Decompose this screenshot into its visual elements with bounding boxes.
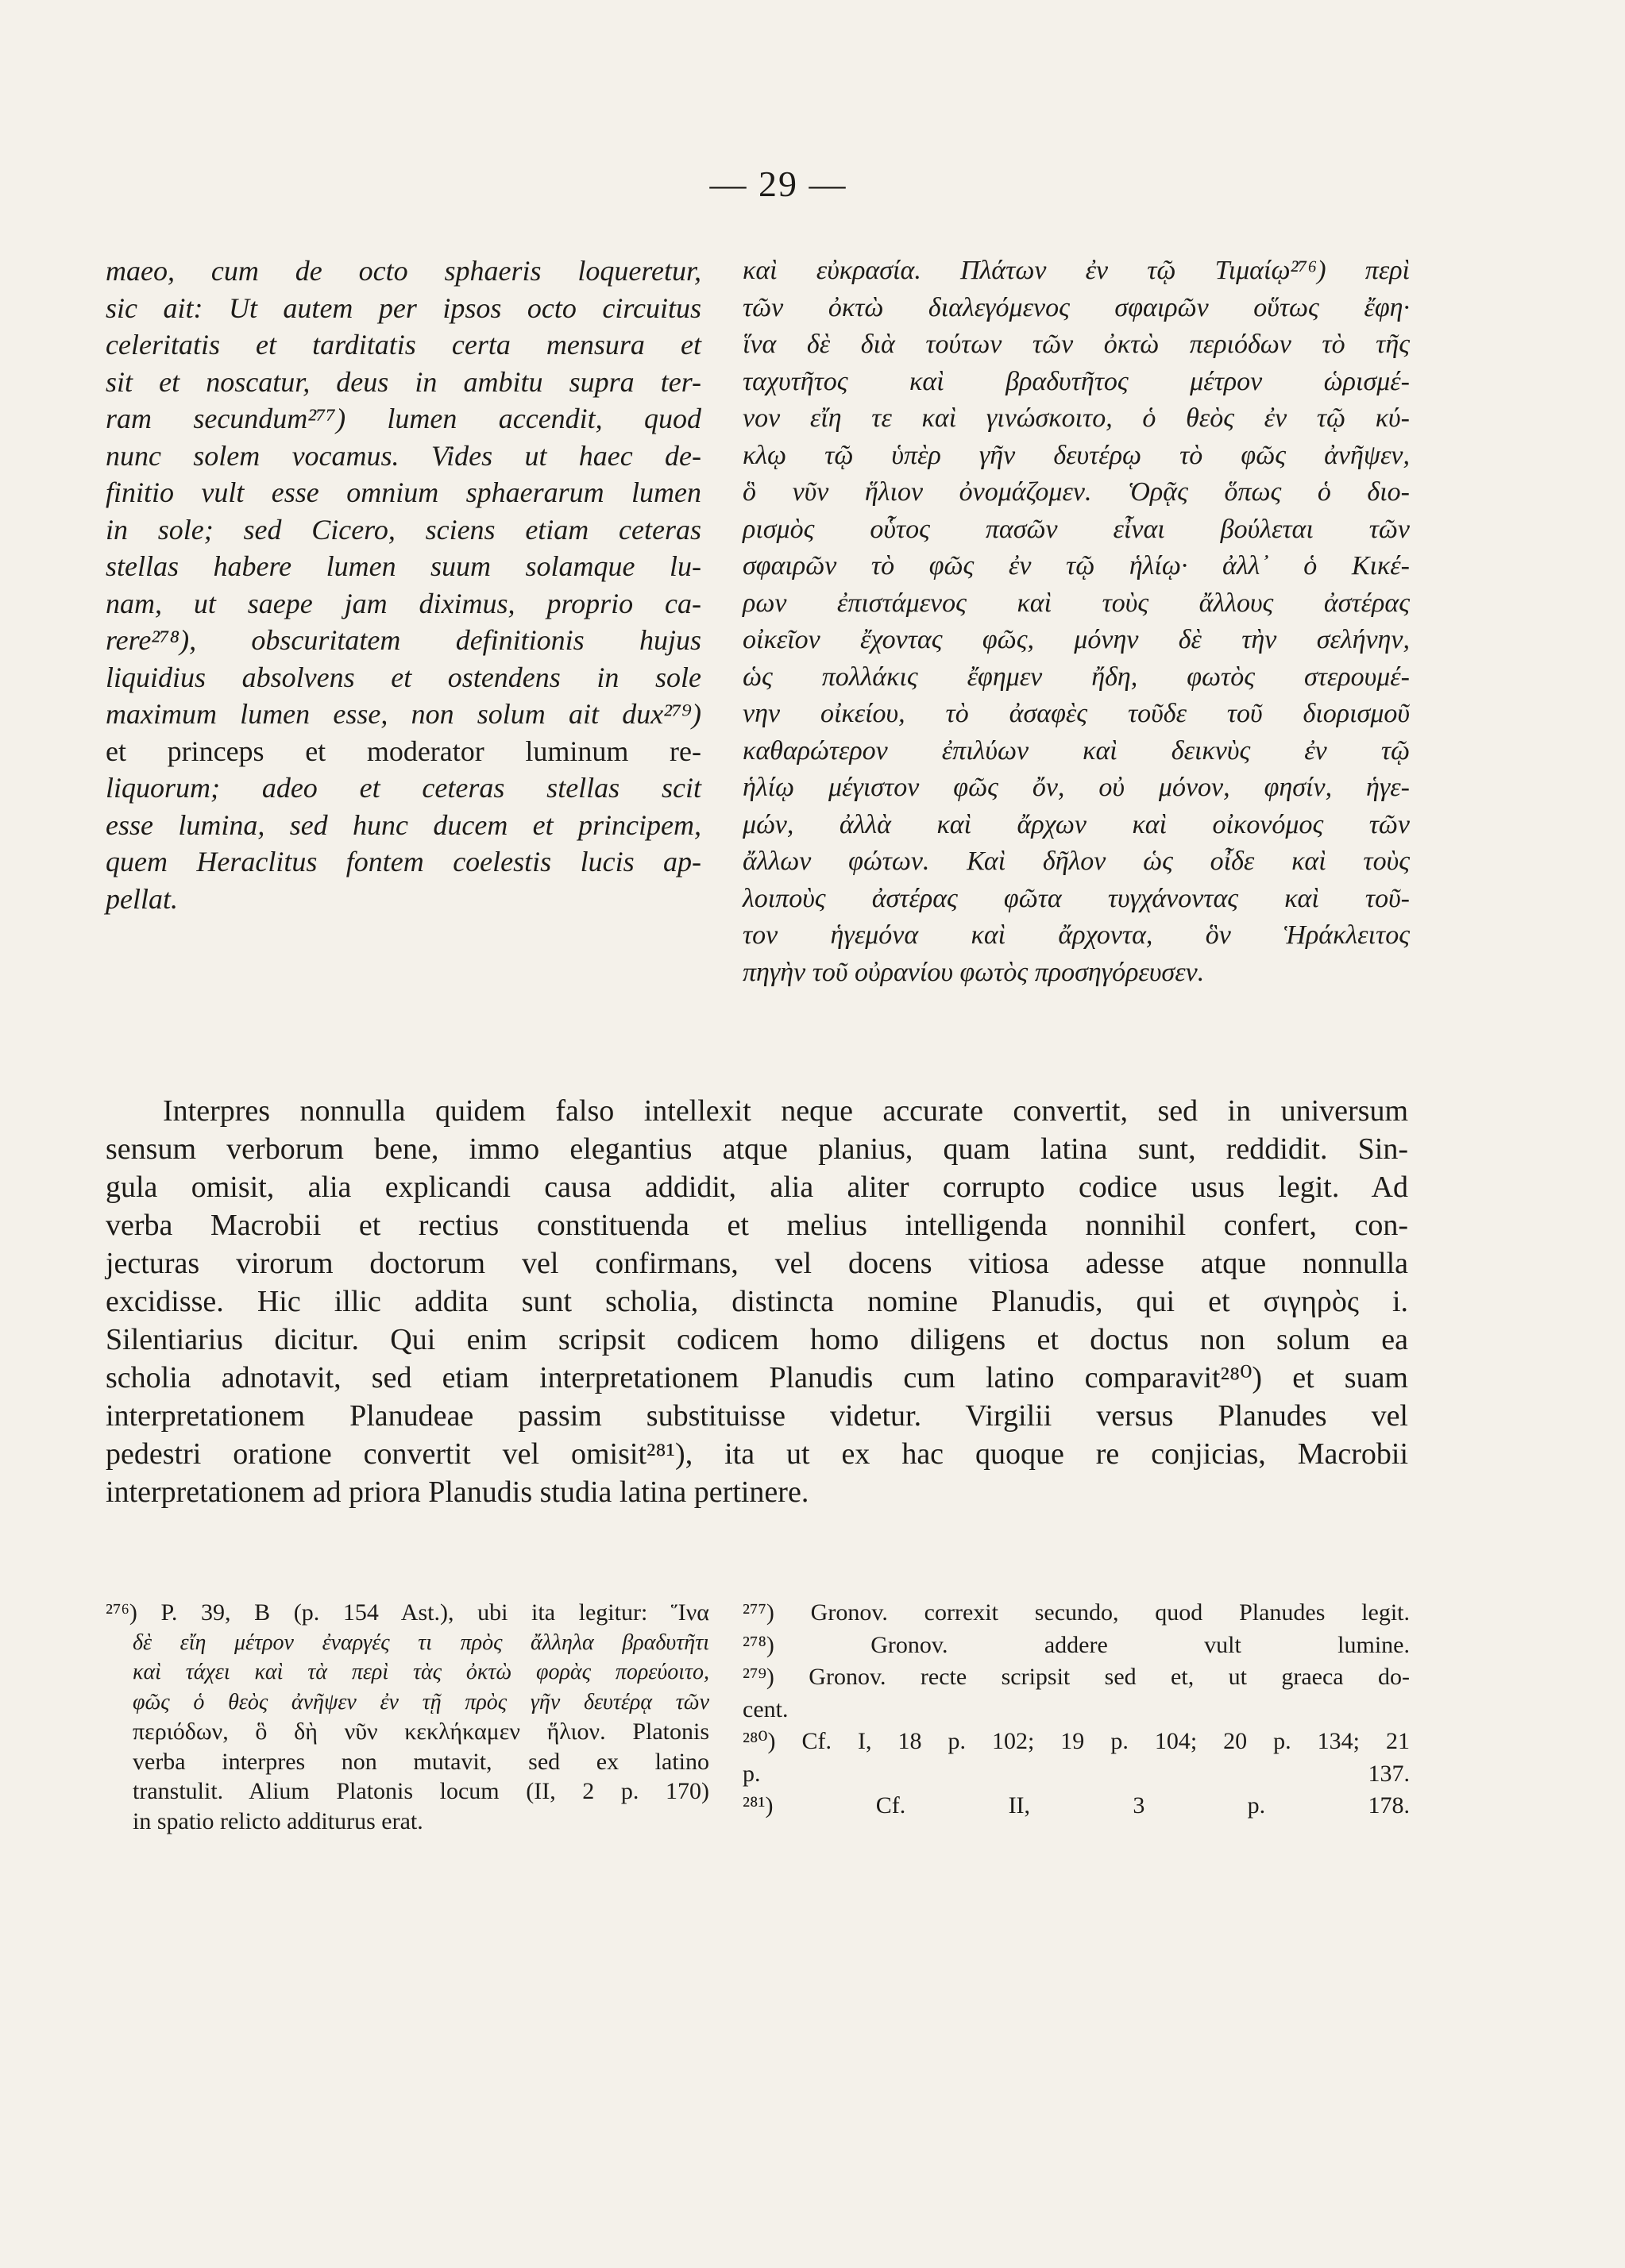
footnotes-277-281 — [743, 1598, 1410, 1823]
body-line: verba Macrobii et rectius constituenda et melius intelligenda nonnihil confert, con- — [106, 1209, 1408, 1242]
latin-line: stellas habere lumen suum solamque lu- — [106, 550, 701, 582]
body-line: interpretationem Planudeae passim substituisse videtur. Virgilii versus Planudes vel — [106, 1399, 1408, 1433]
greek-line: σφαιρῶν τὸ φῶς ἐν τῷ ἡλίῳ· ἀλλ᾽ ὁ Κικέ- — [743, 551, 1410, 580]
footnote-280: ²⁸⁰) Cf. I, 18 p. 102; 19 p. 104; 20 p. 134; 21 — [743, 1728, 1410, 1754]
latin-line: nam, ut saepe jam diximus, proprio ca- — [106, 587, 701, 619]
page-number: — 29 — — [709, 164, 847, 204]
body-line: scholia adnotavit, sed etiam interpretationem Planudis cum latino comparavit²⁸⁰) et suam — [106, 1361, 1408, 1394]
latin-line: maximum lumen esse, non solum ait dux²⁷⁹) — [106, 698, 701, 730]
greek-line: ταχυτῆτος καὶ βραδυτῆτος μέτρον ὡρισμέ- — [743, 366, 1410, 396]
greek-column — [743, 253, 1410, 991]
latin-line: celeritatis et tarditatis certa mensura et — [106, 329, 701, 361]
greek-line: τῶν ὀκτὼ διαλεγόμενος σφαιρῶν οὕτως ἔφη· — [743, 292, 1410, 322]
footnote-277: ²⁷⁷) Gronov. correxit secundo, quod Planudes legit. — [743, 1599, 1410, 1626]
footnote-279: ²⁷⁹) Gronov. recte scripsit sed et, ut graeca do- — [743, 1664, 1410, 1690]
latin-column — [106, 253, 701, 917]
greek-line: τον ἡγεμόνα καὶ ἄρχοντα, ὃν Ἡράκλειτος — [743, 920, 1410, 950]
greek-line: καὶ εὐκρασία. Πλάτων ἐν τῷ Τιμαίῳ²⁷⁶) περὶ — [743, 256, 1410, 285]
latin-line: sit et noscatur, deus in ambitu supra ter- — [106, 365, 701, 398]
body-line: excidisse. Hic illic addita sunt scholia, distincta nomine Planudis, qui et σιγηρὸς i. — [106, 1285, 1408, 1318]
body-paragraph — [106, 1092, 1408, 1511]
footnote-278: ²⁷⁸) Gronov. addere vult lumine. — [743, 1631, 1410, 1658]
greek-line: μών, ἀλλὰ καὶ ἄρχων καὶ οἰκονόμος τῶν — [743, 809, 1410, 839]
footnote-line: transtulit. Alium Platonis locum (II, 2 p. 170) — [133, 1778, 709, 1804]
footnote-line: ²⁷⁶) P. 39, B (p. 154 Ast.), ubi ita legitur: Ἵνα — [106, 1599, 709, 1626]
greek-line: ἡλίῳ μέγιστον φῶς ὄν, οὐ μόνον, φησίν, ἡγε- — [743, 773, 1410, 802]
latin-line: nunc solem vocamus. Vides ut haec de- — [106, 439, 701, 472]
greek-line: κλῳ τῷ ὑπὲρ γῆν δευτέρῳ τὸ φῶς ἀνῆψεν, — [743, 440, 1410, 470]
body-line: sensum verborum bene, immo elegantius atque planius, quam latina sunt, reddidit. Sin- — [106, 1132, 1408, 1166]
footnote-line: περιόδων, ὃ δὴ νῦν κεκλήκαμεν ἥλιον. Platonis — [133, 1718, 709, 1745]
footnote-281: ²⁸¹) Cf. II, 3 p. 178. — [743, 1792, 1410, 1819]
latin-line: sic ait: Ut autem per ipsos octo circuitus — [106, 291, 701, 324]
greek-line: οἰκεῖον ἔχοντας φῶς, μόνην δὲ τὴν σελήνην, — [743, 625, 1410, 654]
footnote-line: φῶς ὁ θεὸς ἀνῆψεν ἐν τῇ πρὸς γῆν δευτέρᾳ τῶν — [133, 1689, 709, 1714]
greek-line: ὡς πολλάκις ἔφημεν ἤδη, φωτὸς στερουμέ- — [743, 662, 1410, 692]
footnote-line: δὲ εἴη μέτρον ἐναργές τι πρὸς ἄλληλα βραδυτῆτι — [133, 1630, 709, 1655]
body-line: Silentiarius dicitur. Qui enim scripsit codicem homo diligens et doctus non solum ea — [106, 1323, 1408, 1356]
footnote-280-cont: p. 137. — [743, 1760, 1410, 1787]
footnote-276 — [106, 1598, 709, 1836]
greek-line: καθαρώτερον ἐπιλύων καὶ δεικνὺς ἐν τῷ — [743, 735, 1410, 766]
footnote-line: verba interpres non mutavit, sed ex latino — [133, 1748, 709, 1775]
footnote-279-cont: cent. — [743, 1695, 789, 1722]
latin-line: finitio vult esse omnium sphaerarum lumen — [106, 476, 701, 508]
greek-line: πηγὴν τοῦ οὐρανίου φωτὸς προσηγόρευσεν. — [743, 957, 1205, 987]
footnote-line: καὶ τάχει καὶ τὰ περὶ τὰς ὀκτὼ φορὰς πορεύοιτο, — [133, 1660, 709, 1684]
greek-line: ἵνα δὲ διὰ τούτων τῶν ὀκτὼ περιόδων τὸ τῆς — [743, 330, 1410, 359]
greek-line: λοιποὺς ἀστέρας φῶτα τυγχάνοντας καὶ τοῦ- — [743, 883, 1410, 913]
latin-line: ram secundum²⁷⁷) lumen accendit, quod — [106, 403, 701, 434]
latin-line: pellat. — [106, 882, 178, 915]
body-line: pedestri oratione convertit vel omisit²⁸¹), ita ut ex hac quoque re conjicias, Macrobii — [106, 1437, 1408, 1471]
greek-line: ρων ἐπιστάμενος καὶ τοὺς ἄλλους ἀστέρας — [743, 588, 1410, 618]
greek-line: ρισμὸς οὗτος πασῶν εἶναι βούλεται τῶν — [743, 514, 1410, 544]
body-line: jecturas virorum doctorum vel confirmans, vel docens vitiosa adesse atque nonnulla — [106, 1247, 1408, 1280]
greek-line: ἄλλων φώτων. Καὶ δῆλον ὡς οἶδε καὶ τοὺς — [743, 847, 1410, 876]
latin-line: liquorum; adeo et ceteras stellas scit — [106, 772, 701, 804]
body-line: gula omisit, alia explicandi causa addidit, alia aliter corrupto codice usus legit. Ad — [106, 1171, 1408, 1204]
latin-line: maeo, cum de octo sphaeris loqueretur, — [106, 255, 701, 287]
body-line: Interpres nonnulla quidem falso intellexit neque accurate convertit, sed in universum — [163, 1094, 1408, 1128]
latin-line: esse lumina, sed hunc ducem et principem, — [106, 808, 701, 841]
body-line: interpretationem ad priora Planudis studia latina pertinere. — [106, 1475, 809, 1509]
latin-line: et princeps et moderator luminum re- — [106, 735, 701, 767]
latin-line: quem Heraclitus fontem coelestis lucis ap- — [106, 846, 701, 878]
greek-line: νον εἴη τε καὶ γινώσκοιτο, ὁ θεὸς ἐν τῷ κύ- — [743, 403, 1410, 433]
greek-line: νην οἰκείου, τὸ ἀσαφὲς τοῦδε τοῦ διορισμοῦ — [743, 699, 1410, 728]
latin-line: liquidius absolvens et ostendens in sole — [106, 661, 701, 693]
latin-line: in sole; sed Cicero, sciens etiam ceteras — [106, 513, 701, 546]
latin-line: rere²⁷⁸), obscuritatem definitionis hujus — [106, 624, 701, 656]
greek-line: ὃ νῦν ἥλιον ὀνομάζομεν. Ὁρᾷς ὅπως ὁ διο- — [743, 477, 1410, 507]
footnote-line: in spatio relicto additurus erat. — [133, 1807, 423, 1834]
